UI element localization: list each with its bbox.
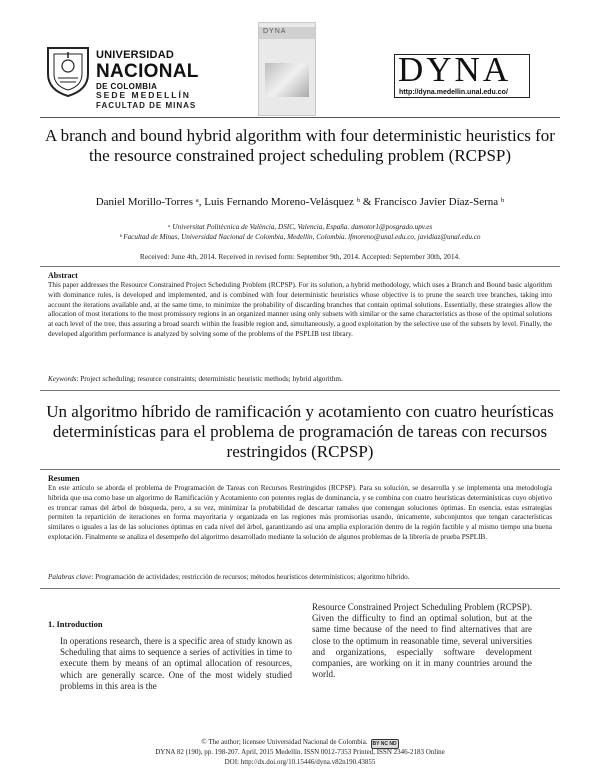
university-name-line2: NACIONAL xyxy=(96,61,199,82)
introduction-left-column: In operations research, there is a specific area of study known as Scheduling that aims to sequence a series of activities in time to execute them by means of an optimal allocation of resources, which are generally scarce. One of the most widely studied problems in this area is the xyxy=(60,636,292,691)
keywords-label: Keywords xyxy=(48,375,77,383)
affiliation-b: ᵇ Facultad de Minas, Universidad Nacional de Colombia, Medellín, Colombia. lfmoreno@unal.edu.co, javidiaz@unal.edu.co xyxy=(119,233,481,241)
introduction-right-column: Resource Constrained Project Scheduling Problem (RCPSP). Given the difficulty to find an optimal solution, but at the same time because of the need to find alternatives that are close to the optimum in reasonable time, several universities and organizations, especially software development companies, are working on it in many countries around the world. xyxy=(312,602,532,680)
authors: Daniel Morillo-Torres ᵃ, Luis Fernando Moreno-Velásquez ᵇ & Francisco Javier Díaz-Serna ᵇ xyxy=(95,196,505,208)
abstract-heading: Abstract xyxy=(48,271,78,280)
keywords xyxy=(48,375,552,383)
abstract-text: This paper addresses the Resource Constrained Project Scheduling Problem (RCPSP). For its solution, a hybrid methodology, which uses a Branch and Bound basic algorithm with dominance rules, is developed and implemented, and is combined with four deterministic heuristics whose objective is to prune the search tree branches, taking into account the iterations available and, at the same time, to minimize the probability of discarding branches that contain optimal solutions. Essentially, these strategies allow the allocation of most iterations to the most promissory regions in an organized manner using only subsets with similar or the same characteristics as those of the optimal solutions at each level of the tree, thus assuring a broad search within the feasible region and, simultaneously, a good exploitation by the selective use of the subsets by level. Finally, the developed algorithm performance is analyzed by solving some of the problems of the PSPLIB test library. xyxy=(48,281,552,338)
paper-title-english: A branch and bound hybrid algorithm with four deterministic heuristics for the resource constrained project scheduling problem (RCPSP) xyxy=(45,126,555,165)
journal-url[interactable]: http://dyna.medellin.unal.edu.co/ xyxy=(399,89,508,96)
affiliation-a: ᵃ Universitat Politècnica de València, DSIC, Valencia, España. damotor1@posgrado.upv.es xyxy=(167,223,433,231)
journal-cover-thumbnail xyxy=(258,22,316,116)
palabras-clave-label: Palabras clave xyxy=(48,573,92,581)
university-name-line3: DE COLOMBIA xyxy=(96,82,158,91)
journal-logo: DYNA xyxy=(398,50,512,89)
campus-name: SEDE MEDELLÍN xyxy=(96,90,191,100)
university-name xyxy=(96,50,199,91)
header-divider xyxy=(40,117,560,118)
abstract-divider-top xyxy=(40,266,560,267)
creative-commons-icon[interactable]: BY NC ND xyxy=(372,741,397,747)
resumen-text: En este artículo se aborda el problema de Programación de Tareas con Recursos Restringidos (RCPSP). Para su solución, se desarrolla y se implementa una metodología híbrida que usa como base un algoritmo de Ramificación y Acotamiento con potentes reglas de dominancia, y se combina con cuatro heurísticas determinísticas cuyo objetivo es truncar ramas del árbol de búsqueda, pero, a su vez, minimizar la probabilidad de descartar ramales que contengan soluciones óptimas. En esencia, estas estrategias permiten la repartición de iteraciones en forma mayoritaria y organizada en las regiones más promisorias usando, únicamente, subconjuntos que tengan características similares o iguales a las de las soluciones óptimas en cada nivel del árbol, garantizando así una amplia exploración dentro de la región factible y al mismo tiempo una buena explotación. Finalmente se analiza el desempeño del algoritmo desarrollado mediante la solución de algunos problemas de la librería de prueba PSPLIB. xyxy=(48,484,552,541)
university-seal-icon xyxy=(44,44,92,98)
resumen-heading: Resumen xyxy=(48,474,80,483)
submission-dates: Received: June 4th, 2014. Received in revised form: September 9th, 2014. Accepted: September 30th, 2014. xyxy=(139,252,461,261)
palabras-clave xyxy=(48,573,552,581)
keywords-list: : Project scheduling; resource constraints; deterministic heuristic methods; hybrid algorithm. xyxy=(76,375,343,383)
resumen-divider-bottom xyxy=(40,588,560,589)
footer-citation: DYNA 82 (190), pp. 198-207. April, 2015 Medellín. ISSN 0012-7353 Printed, ISSN 2346-2183 Online xyxy=(155,748,445,756)
footer-doi[interactable]: DOI: http://dx.doi.org/10.15446/dyna.v82n190.43855 xyxy=(224,758,376,766)
paper-title-spanish: Un algoritmo híbrido de ramificación y acotamiento con cuatro heurísticas determinísticas para el problema de programación de tareas con recursos restringidos (RCPSP) xyxy=(46,402,554,461)
abstract-divider-bottom xyxy=(40,390,560,391)
university-name-line1: UNIVERSIDAD xyxy=(96,49,174,61)
palabras-clave-list: : Programación de actividades; restricción de recursos; métodos heurísticos determinísticos; algoritmo híbrido. xyxy=(91,573,410,581)
faculty-name: FACULTAD DE MINAS xyxy=(96,101,197,110)
section-heading-introduction: 1. Introduction xyxy=(48,619,103,629)
cover-title: DYNA xyxy=(263,28,287,35)
cover-image xyxy=(265,63,309,97)
resumen-divider-top xyxy=(40,469,560,470)
footer-license-text: © The author; licensee Universidad Nacional de Colombia. xyxy=(201,738,368,746)
